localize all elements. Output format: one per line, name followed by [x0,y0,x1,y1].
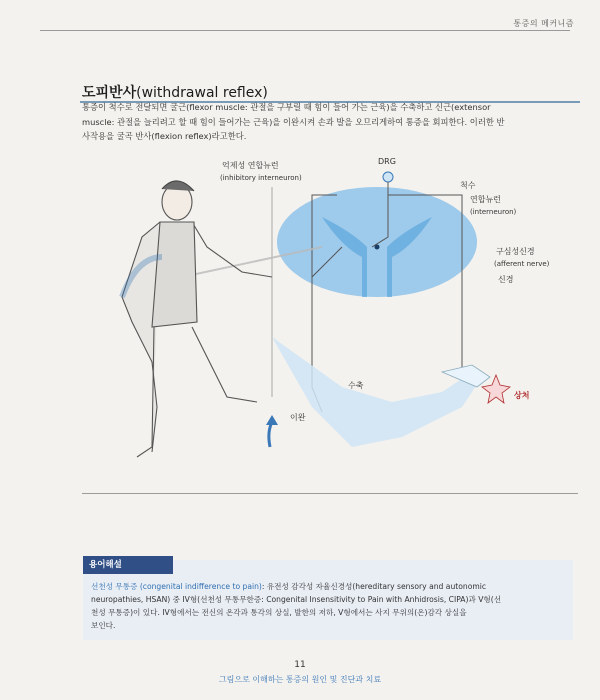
glossary-text [91,580,565,632]
label-interneuron-en: (interneuron) [470,208,517,216]
section-title [82,82,268,102]
label-afferent-en: (afferent nerve) [494,260,550,268]
label-relaxation: 이완 [290,413,306,422]
label-interneuron-ko: 연합뉴런 [470,195,501,204]
glossary-line-1 [91,580,565,593]
label-contraction: 수축 [348,381,364,390]
label-nerve: 신경 [498,275,514,284]
glossary-line-4: 보인다. [91,621,116,630]
glossary-term: 선천성 무통증 (congenital indifference to pain) [91,582,262,591]
intro-line-2: muscle: 관절을 늘리려고 할 때 힘이 들어가는 근육)을 이완시켜 손과 발을 오므리게하여 통증을 회피한다. 이러한 반 [82,116,505,127]
glossary-line-1-rest: : 유전성 감각성 자율신경성(hereditary sensory and autonomic [261,582,487,591]
withdraw-arrowhead [266,415,278,425]
section-title-ko: 도피반사 [82,85,137,101]
person-figure [122,181,272,457]
glossary-box [83,560,573,640]
intro-line-3: 사작용을 굴곡 반사(flexion reflex)라고한다. [82,131,247,141]
glossary-line-2: neuropathies, HSAN) 중 IV형(선천성 무통무한증: Congenital Insensitivity to Pain with Anhidrosis, CIPA)과 V형(선 [91,595,502,604]
label-spinal-cord: 척수 [460,181,476,190]
reflex-illustration [82,147,578,493]
header-rule [40,30,570,31]
drg-ganglion [383,172,393,182]
page-number: 11 [294,660,306,670]
label-inhibitory-ko: 억제성 연합뉴런 [222,161,279,170]
reflex-figure [82,147,578,494]
label-drg: DRG [378,157,396,166]
intro-line-1: 통증이 척수로 전달되면 굴근(flexor muscle: 관절을 구부릴 때 힘이 들어 가는 근육)을 수축하고 신근(extensor [82,102,491,112]
leg-shape [272,337,482,447]
book-footer: 그림으로 이해하는 통증의 원인 및 진단과 치료 [218,675,382,684]
running-head: 통증의 메커니즘 [513,19,574,28]
spinal-cord-section [277,187,477,297]
section-title-en: (withdrawal reflex) [136,85,268,101]
glossary-line-3: 천성 무통증)이 있다. IV형에서는 전신의 온각과 통각의 상실, 발한의 저하, V형에서는 사지 무위의(온)감각 상실을 [91,608,467,617]
label-injury: 상처 [514,391,530,400]
withdraw-arrow [269,422,272,447]
label-inhibitory-en: (inhibitory interneuron) [220,174,302,182]
intro-paragraph [82,100,578,144]
label-afferent-ko: 구심성신경 [496,247,535,256]
glossary-tab: 용어해설 [83,556,173,574]
